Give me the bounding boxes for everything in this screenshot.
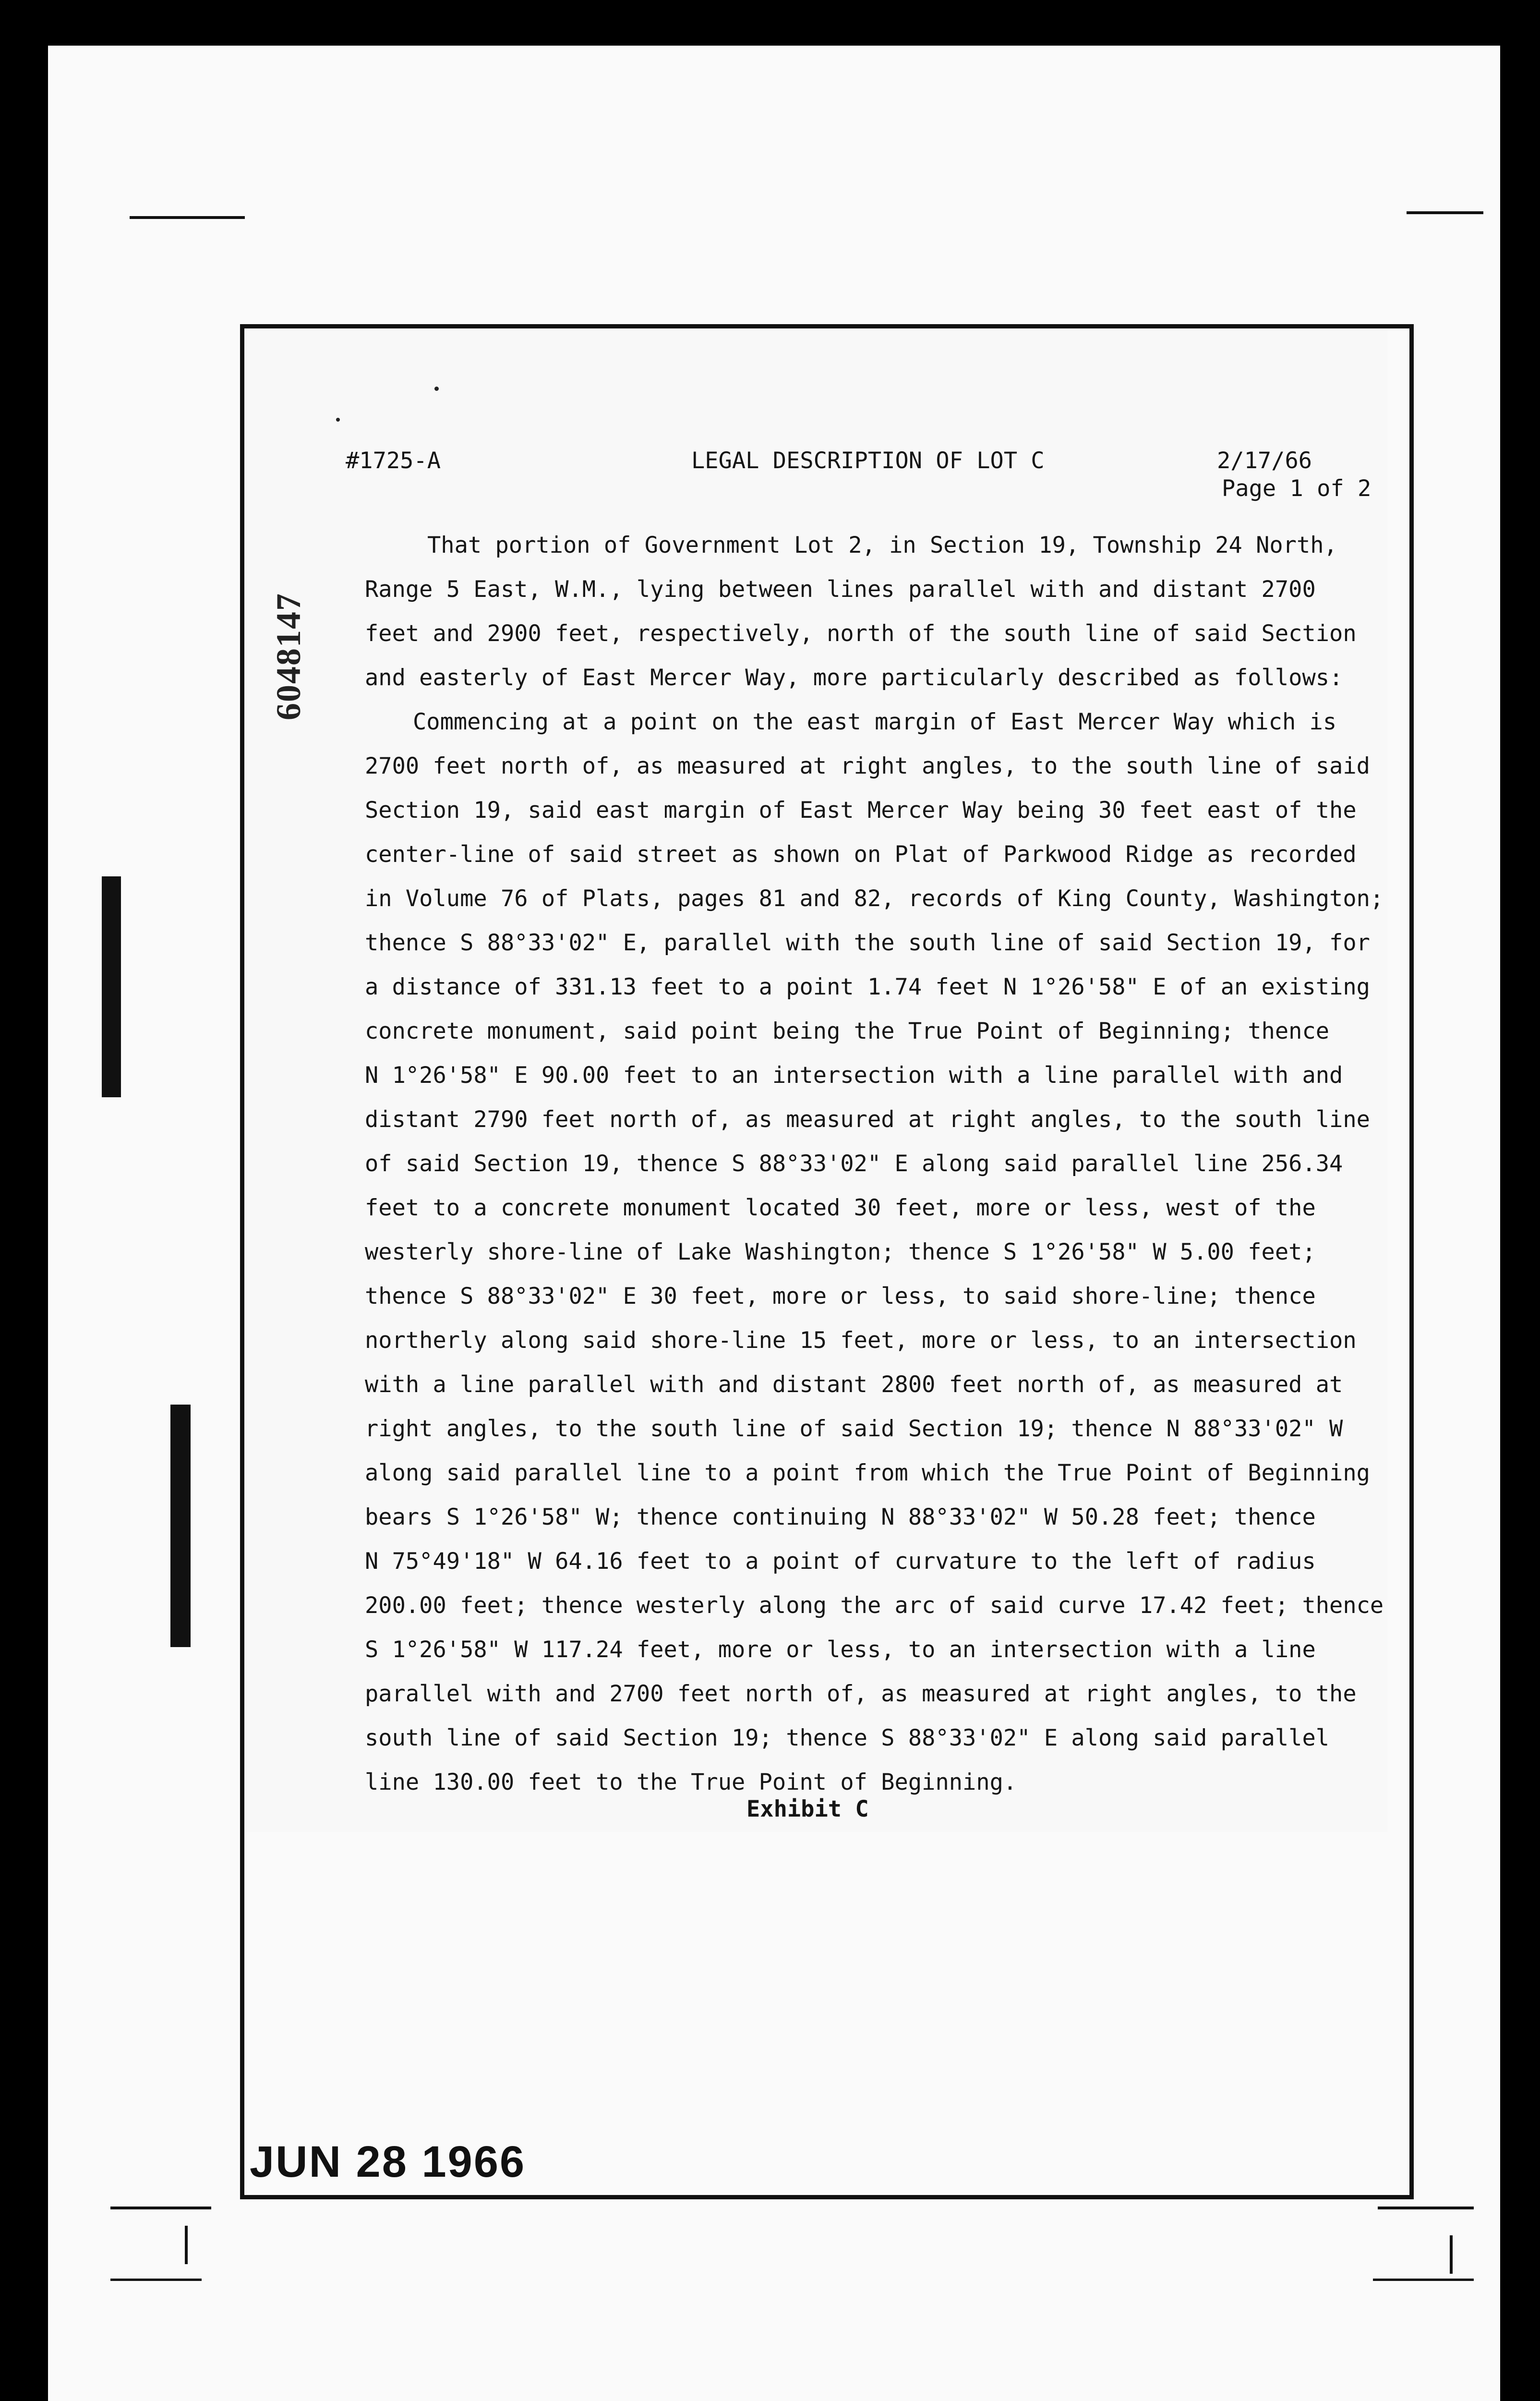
body-line: south line of said Section 19; thence S 88°33'02" E along said parallel [365, 1725, 1330, 1751]
scan-speck [434, 387, 439, 391]
document-date: 2/17/66 [1217, 448, 1312, 474]
document-title: LEGAL DESCRIPTION OF LOT C [691, 448, 1045, 474]
body-line: Section 19, said east margin of East Mercer Way being 30 feet east of the [365, 797, 1357, 824]
body-line: right angles, to the south line of said Section 19; thence N 88°33'02" W [365, 1416, 1343, 1442]
margin-tick-lower-left-horizontal [110, 2279, 202, 2281]
body-line: northerly along said shore-line 15 feet, more or less, to an intersection [365, 1327, 1357, 1354]
body-line: 2700 feet north of, as measured at right angles, to the south line of said [365, 753, 1370, 779]
exhibit-label: Exhibit C [746, 1796, 869, 1822]
body-line: bears S 1°26'58" W; thence continuing N 88°33'02" W 50.28 feet; thence [365, 1504, 1316, 1530]
body-line: N 1°26'58" E 90.00 feet to an intersection with a line parallel with and [365, 1062, 1343, 1089]
margin-tick-bottom-left [110, 2207, 211, 2209]
recording-number: 6048147 [269, 593, 308, 720]
margin-tick-lower-right-vertical [1450, 2235, 1453, 2274]
body-line: line 130.00 feet to the True Point of Beginning. [365, 1769, 1017, 1795]
page-indicator: Page 1 of 2 [1222, 475, 1372, 502]
body-line: That portion of Government Lot 2, in Section 19, Township 24 North, [427, 532, 1337, 558]
binder-bar-upper [102, 876, 121, 1097]
binder-bar-lower [170, 1405, 191, 1647]
body-line: concrete monument, said point being the True Point of Beginning; thence [365, 1018, 1330, 1044]
margin-tick-top-left [130, 216, 245, 219]
body-line: westerly shore-line of Lake Washington; thence S 1°26'58" W 5.00 feet; [365, 1239, 1316, 1265]
body-line: along said parallel line to a point from which the True Point of Beginning [365, 1460, 1370, 1486]
margin-tick-lower-right-horizontal [1373, 2279, 1474, 2281]
body-line: N 75°49'18" W 64.16 feet to a point of curvature to the left of radius [365, 1548, 1316, 1575]
body-line: Range 5 East, W.M., lying between lines parallel with and distant 2700 [365, 576, 1316, 603]
body-line: S 1°26'58" W 117.24 feet, more or less, to an intersection with a line [365, 1637, 1316, 1663]
body-line: parallel with and 2700 feet north of, as measured at right angles, to the [365, 1681, 1357, 1707]
body-line: of said Section 19, thence S 88°33'02" E along said parallel line 256.34 [365, 1151, 1343, 1177]
date-stamp: JUN 28 1966 [250, 2137, 526, 2186]
body-line: feet to a concrete monument located 30 feet, more or less, west of the [365, 1195, 1316, 1221]
body-line: in Volume 76 of Plats, pages 81 and 82, records of King County, Washington; [365, 885, 1384, 912]
body-line: feet and 2900 feet, respectively, north of the south line of said Section [365, 620, 1357, 647]
body-line: thence S 88°33'02" E 30 feet, more or less, to said shore-line; thence [365, 1283, 1316, 1310]
body-line: Commencing at a point on the east margin of East Mercer Way which is [413, 709, 1337, 735]
document-reference: #1725-A [346, 448, 441, 474]
body-line: center-line of said street as shown on Plat of Parkwood Ridge as recorded [365, 841, 1357, 868]
body-line: a distance of 331.13 feet to a point 1.74 feet N 1°26'58" E of an existing [365, 974, 1370, 1000]
body-line: thence S 88°33'02" E, parallel with the south line of said Section 19, for [365, 930, 1370, 956]
scan-speck [336, 418, 340, 422]
margin-tick-top-right [1407, 211, 1483, 214]
margin-tick-bottom-right [1378, 2207, 1474, 2209]
body-line: distant 2790 feet north of, as measured at right angles, to the south line [365, 1106, 1370, 1133]
body-line: 200.00 feet; thence westerly along the arc of said curve 17.42 feet; thence [365, 1592, 1384, 1619]
legal-description-body [365, 523, 1397, 1805]
body-line: with a line parallel with and distant 2800 feet north of, as measured at [365, 1371, 1343, 1398]
margin-tick-lower-left-vertical [185, 2226, 188, 2264]
body-line: and easterly of East Mercer Way, more particularly described as follows: [365, 665, 1343, 691]
